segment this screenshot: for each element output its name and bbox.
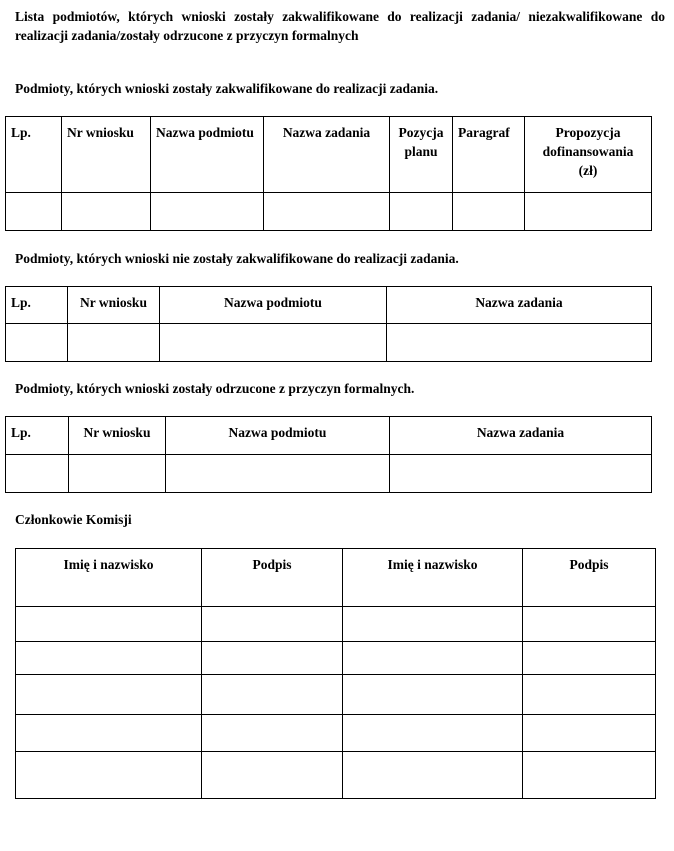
table-cell[interactable] (523, 642, 656, 675)
table-row (16, 715, 656, 752)
table-cell[interactable] (202, 642, 343, 675)
table-row (6, 455, 652, 493)
table-row (16, 642, 656, 675)
table-row (16, 675, 656, 715)
header-nr-wniosku: Nr wniosku (68, 287, 160, 324)
table-cell[interactable] (202, 715, 343, 752)
table-row (6, 324, 652, 362)
header-nazwa-podmiotu: Nazwa podmiotu (151, 117, 264, 193)
header-nazwa-podmiotu: Nazwa podmiotu (160, 287, 387, 324)
table-cell[interactable] (453, 193, 525, 231)
table-cell[interactable] (202, 607, 343, 642)
table-rejected (5, 416, 652, 493)
table-cell[interactable] (523, 715, 656, 752)
table-cell[interactable] (343, 752, 523, 799)
header-lp: Lp. (6, 417, 69, 455)
header-podpis: Podpis (202, 549, 343, 607)
table-qualified (5, 116, 652, 231)
table-cell[interactable] (264, 193, 390, 231)
table-cell[interactable] (523, 752, 656, 799)
table-cell[interactable] (202, 675, 343, 715)
table-cell[interactable] (69, 455, 166, 493)
section-heading-rejected: Podmioty, których wnioski zostały odrzucone z przyczyn formalnych. (15, 381, 415, 396)
table-cell[interactable] (343, 675, 523, 715)
table-row (16, 607, 656, 642)
header-lp: Lp. (6, 117, 62, 193)
table-cell[interactable] (523, 607, 656, 642)
table-cell[interactable] (390, 455, 652, 493)
table-row (6, 193, 652, 231)
header-nr-wniosku: Nr wniosku (69, 417, 166, 455)
table-cell[interactable] (525, 193, 652, 231)
table-committee (15, 548, 656, 799)
table-cell[interactable] (16, 675, 202, 715)
table-cell[interactable] (62, 193, 151, 231)
header-lp: Lp. (6, 287, 68, 324)
table-cell[interactable] (523, 675, 656, 715)
table-cell[interactable] (6, 455, 69, 493)
table-cell[interactable] (16, 642, 202, 675)
header-nazwa-zadania: Nazwa zadania (390, 417, 652, 455)
header-pozycja-planu: Pozycja planu (390, 117, 453, 193)
table-cell[interactable] (390, 193, 453, 231)
table-cell[interactable] (16, 607, 202, 642)
table-cell[interactable] (151, 193, 264, 231)
header-paragraf: Paragraf (453, 117, 525, 193)
table-cell[interactable] (6, 193, 62, 231)
table-cell[interactable] (343, 607, 523, 642)
header-podpis: Podpis (523, 549, 656, 607)
table-cell[interactable] (166, 455, 390, 493)
header-imie-nazwisko: Imię i nazwisko (16, 549, 202, 607)
section-heading-qualified: Podmioty, których wnioski zostały zakwalifikowane do realizacji zadania. (15, 81, 439, 96)
document-title: Lista podmiotów, których wnioski zostały zakwalifikowane do realizacji zadania/ niezakwalifikowane do realizacji zadania/zostały odrzucone z przyczyn formalnych (15, 9, 665, 43)
table-cell[interactable] (343, 642, 523, 675)
header-nazwa-zadania: Nazwa zadania (387, 287, 652, 324)
table-cell[interactable] (343, 715, 523, 752)
header-propozycja: Propozycja dofinansowania (zł) (525, 117, 652, 193)
table-cell[interactable] (16, 752, 202, 799)
section-heading-not-qualified: Podmioty, których wnioski nie zostały zakwalifikowane do realizacji zadania. (15, 251, 459, 266)
table-cell[interactable] (16, 715, 202, 752)
header-imie-nazwisko: Imię i nazwisko (343, 549, 523, 607)
table-cell[interactable] (160, 324, 387, 362)
table-cell[interactable] (6, 324, 68, 362)
table-cell[interactable] (202, 752, 343, 799)
header-nazwa-podmiotu: Nazwa podmiotu (166, 417, 390, 455)
table-cell[interactable] (68, 324, 160, 362)
header-nazwa-zadania: Nazwa zadania (264, 117, 390, 193)
committee-heading: Członkowie Komisji (15, 512, 132, 527)
header-nr-wniosku: Nr wniosku (62, 117, 151, 193)
table-not-qualified (5, 286, 652, 362)
table-row (16, 752, 656, 799)
table-cell[interactable] (387, 324, 652, 362)
